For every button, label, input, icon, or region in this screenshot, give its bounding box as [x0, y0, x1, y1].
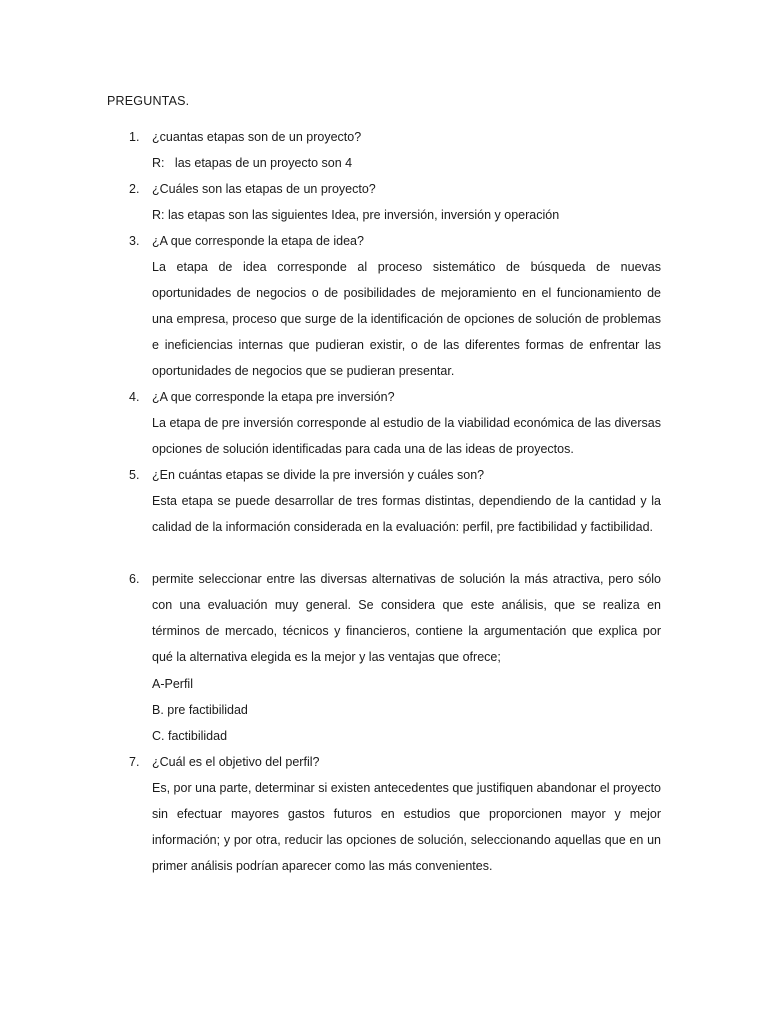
answer-paragraph: La etapa de pre inversión corresponde al estudio de la viabilidad económica de las diversas opciones de solución identificadas para cada una de las ideas de proyectos.	[152, 416, 661, 456]
option-c: C. factibilidad	[152, 729, 228, 743]
page-heading: PREGUNTAS.	[107, 94, 190, 108]
question-number: 2.	[129, 182, 140, 196]
answer-paragraph: Esta etapa se puede desarrollar de tres formas distintas, dependiendo de la cantidad y la calidad de la información considerada en la evaluación: perfil, pre factibilidad y factibilidad.	[152, 494, 661, 534]
question-number: 5.	[129, 468, 140, 482]
answer-text: R: las etapas son las siguientes Idea, pre inversión, inversión y operación	[152, 208, 560, 222]
question-text: ¿cuantas etapas son de un proyecto?	[152, 130, 362, 144]
question-number: 6.	[129, 572, 140, 586]
question-number: 7.	[129, 755, 140, 769]
option-a: A-Perfil	[152, 677, 193, 691]
answer-text: R: las etapas de un proyecto son 4	[152, 156, 353, 170]
question-text: ¿En cuántas etapas se divide la pre inversión y cuáles son?	[152, 468, 485, 482]
question-paragraph: permite seleccionar entre las diversas alternativas de solución la más atractiva, pero sólo con una evaluación muy general. Se considera que este análisis, que se realiza en términos de mercado, técnicos y financieros, contiene la argumentación que explica por qué la alternativa elegida es la mejor y las ventajas que ofrece;	[152, 572, 661, 664]
question-number: 1.	[129, 130, 140, 144]
question-text: ¿Cuáles son las etapas de un proyecto?	[152, 182, 376, 196]
question-text: ¿A que corresponde la etapa pre inversión?	[152, 390, 395, 404]
option-b: B. pre factibilidad	[152, 703, 248, 717]
question-number: 3.	[129, 234, 140, 248]
question-text: ¿A que corresponde la etapa de idea?	[152, 234, 364, 248]
question-number: 4.	[129, 390, 140, 404]
answer-paragraph: Es, por una parte, determinar si existen antecedentes que justifiquen abandonar el proyecto sin efectuar mayores gastos futuros en estudios que proporcionen mayor y mejor información; y por otra, reducir las opciones de solución, seleccionando aquellas que en un primer análisis podrían aparecer como las más convenientes.	[152, 781, 661, 873]
answer-paragraph: La etapa de idea corresponde al proceso sistemático de búsqueda de nuevas oportunidades de negocios o de posibilidades de mejoramiento en el funcionamiento de una empresa, proceso que surge de la identificación de opciones de solución de problemas e ineficiencias internas que pudieran existir, o de las diferentes formas de enfrentar las oportunidades de negocios que se pudieran presentar.	[152, 260, 661, 378]
question-text: ¿Cuál es el objetivo del perfil?	[152, 755, 320, 769]
